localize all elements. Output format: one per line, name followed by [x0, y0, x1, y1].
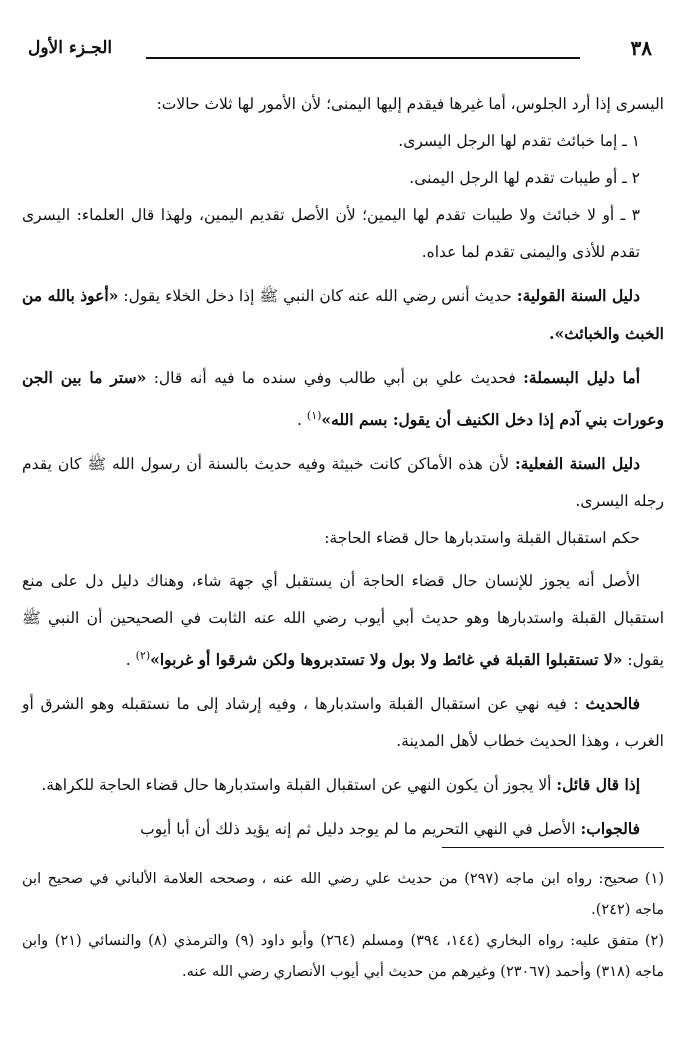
intro-paragraph: اليسرى إذا أرد الجلوس، أما غيرها فيقدم إليها اليمنى؛ لأن الأمور لها ثلاث حالات:	[156, 95, 664, 113]
section-heading: حكم استقبال القبلة واستدبارها حال قضاء الحاجة:	[324, 529, 640, 548]
qibla-text: الأصل أنه يجوز للإنسان حال قضاء الحاجة أن يستقبل أي جهة شاء، وهناك دليل دل على منع استقبال القبلة واستدبارها وهو حديث أبي أيوب رضي الله عنه الثابت في الصحيحين أن النبي ﷺ يقول:	[22, 572, 664, 670]
list-item: ٢ ـ أو طيبات تقدم لها الرجل اليمنى.	[409, 169, 640, 187]
qibla-paragraph: الأصل أنه يجوز للإنسان حال قضاء الحاجة أن يستقبل أي جهة شاء، وهناك دليل دل على منع استقبال القبلة واستدبارها وهو حديث أبي أيوب رضي الله عنه الثابت في الصحيحين أن النبي ﷺ يقول: «لا تستقبلوا القبلة في غائط ولا بول ولا تستدبروها ولكن شرقوا أو غربوا»$^{(٢)}$ .	[22, 572, 664, 670]
question-text: ألا يجوز أن يكون النهي عن استقبال القبلة واستدبارها حال قضاء الحاجة للكراهة.	[41, 776, 557, 795]
footnote-ref[interactable]: (١)	[306, 409, 322, 422]
basmala-hadith-quote: «ستر ما بين الجن وعورات بني آدم إذا دخل الكنيف أن يقول: بسم الله»	[22, 368, 664, 430]
hadith-label: فالحديث	[585, 694, 640, 714]
answer-text: الأصل في النهي التحريم ما لم يوجد دليل ثم إنه يؤيد ذلك أن أبا أيوب	[140, 820, 581, 839]
filiya-paragraph	[22, 445, 664, 520]
hadith-paragraph	[22, 685, 664, 760]
footnote-item	[22, 926, 664, 988]
answer-paragraph	[22, 810, 664, 848]
main-text	[22, 86, 664, 848]
list-item: ٣ ـ أو لا خبائث ولا طيبات تقدم لها اليمين؛ لأن الأصل تقديم اليمين، ولهذا قال العلماء: اليسرى تقدم للأذى واليمنى تقدم لما عداه.	[22, 206, 640, 261]
footnotes	[22, 864, 664, 988]
question-label: إذا قال قائل:	[556, 775, 640, 795]
header-rule	[146, 57, 580, 59]
qawliya-text: حديث أنس رضي الله عنه كان النبي ﷺ إذا دخل الخلاء يقول:	[123, 287, 517, 305]
filiya-text: لأن هذه الأماكن كانت خبيثة وفيه حديث بالسنة أن رسول الله ﷺ كان يقدم رجله اليسرى.	[22, 455, 664, 511]
qibla-hadith-quote: «لا تستقبلوا القبلة في غائط ولا بول ولا تستدبروها ولكن شرقوا أو غربوا»	[150, 650, 623, 670]
qawliya-paragraph	[22, 277, 664, 353]
page-number: ٣٨	[630, 36, 652, 60]
footnote-text: متفق عليه: رواه البخاري (١٤٤، ٣٩٤) ومسلم (٢٦٤) وأبو داود (٩) والترمذي (٨) والنسائي (٢١) وابن ماجه (٣١٨) وأحمد (٢٣٠٦٧) وغيرهم من حديث أبي أيوب الأنصاري رضي الله عنه.	[22, 933, 664, 980]
basmala-paragraph: أما دليل البسملة: فحديث علي بن أبي طالب وفي سنده ما فيه أنه قال: «ستر ما بين الجن وعورات بني آدم إذا دخل الكنيف أن يقول: بسم الله»$^{(١)}$ .	[22, 368, 664, 430]
basmala-label: أما دليل البسملة:	[523, 368, 640, 387]
footnote-ref[interactable]: (٢)	[135, 649, 151, 663]
filiya-label: دليل السنة الفعلية:	[515, 454, 640, 474]
hadith-text: : فيه نهي عن استقبال القبلة واستدبارها ، وفيه إرشاد إلى ما نستقبله وهو الشرق أو الغرب ، وهذا الحديث خطاب لأهل المدينة.	[22, 695, 664, 751]
qawliya-hadith-quote: «أعوذ بالله من الخبث والخبائث».	[22, 286, 664, 343]
footnote-item	[22, 864, 664, 926]
book-page	[22, 0, 664, 1064]
footnote-number: (١)	[644, 871, 664, 887]
question-paragraph	[22, 766, 664, 804]
page-header	[22, 36, 664, 72]
footnote-number: (٢)	[644, 933, 664, 949]
basmala-text: فحديث علي بن أبي طالب وفي سنده ما فيه أنه قال:	[146, 369, 524, 387]
running-head: الجـزء الأول	[28, 38, 113, 58]
answer-label: فالجواب:	[580, 819, 640, 839]
footnote-divider	[442, 847, 664, 848]
qawliya-label: دليل السنة القولية:	[516, 286, 640, 305]
list-item: ١ ـ إما خبائث تقدم لها الرجل اليسرى.	[398, 132, 640, 150]
footnote-text: صحيح: رواه ابن ماجه (٢٩٧) من حديث علي رضي الله عنه ، وصححه العلامة الألباني في صحيح ابن ماجه (٢٤٢).	[22, 871, 664, 918]
